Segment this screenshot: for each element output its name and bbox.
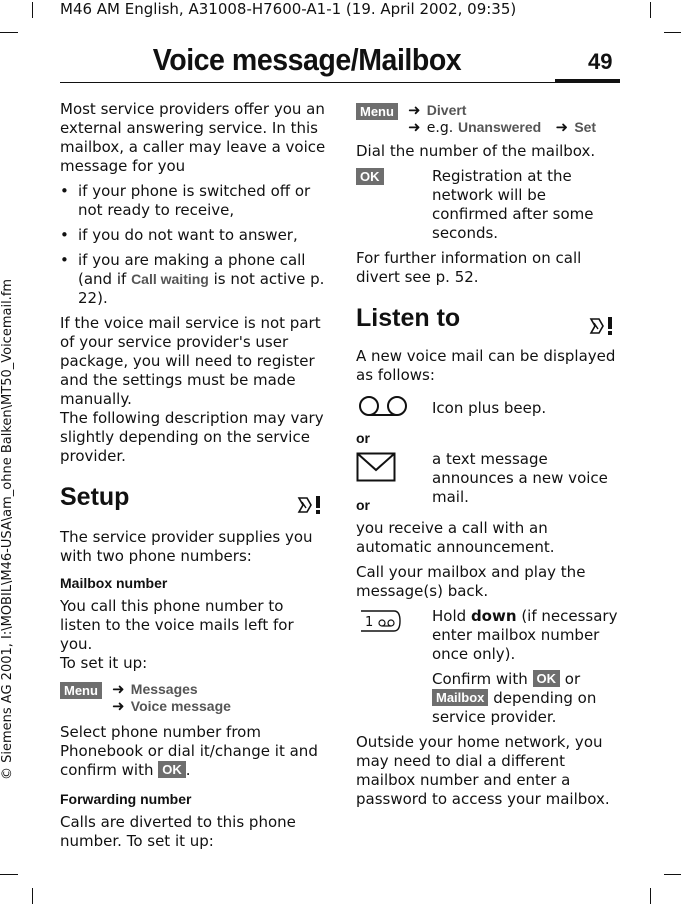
icon-beep-text: Icon plus beep. (432, 399, 547, 417)
confirm-post: depending on service provider. (432, 689, 597, 726)
crop-mark (664, 874, 681, 875)
call-waiting-command: Call waiting (131, 271, 209, 287)
select-text-body: Select phone number from Phonebook or dial it/change it and confirm with (60, 723, 318, 779)
path-unanswered: Unanswered (457, 119, 542, 135)
path-voice-message: Voice message (130, 698, 231, 714)
receive-call-text: you receive a call with an automatic announcement. (356, 519, 555, 556)
menu-softkey: Menu (60, 682, 102, 699)
bullet-text: if you are making a phone call (and if (78, 251, 306, 288)
menu-path (60, 681, 326, 717)
path-messages: Messages (130, 681, 198, 697)
path-divert: Divert (426, 102, 467, 118)
provider-dependent-icon (588, 315, 616, 337)
hold-text (432, 607, 622, 664)
menu-softkey: Menu (356, 103, 398, 120)
crop-mark (664, 32, 681, 33)
dial-text: Dial the number of the mailbox. (356, 142, 596, 160)
bullet-item: • if your phone is switched off or not ready to receive, (60, 182, 326, 220)
arrow-icon: ➜ (555, 118, 569, 136)
forwarding-number-text: Calls are diverted to this phone number. To set it up: (60, 813, 296, 850)
bullet-item: • if you do not want to answer, (60, 226, 326, 245)
crop-mark (650, 888, 651, 904)
call-mailbox-text: Call your mailbox and play the message(s) back. (356, 563, 586, 600)
crop-mark (0, 32, 18, 33)
forwarding-number-heading: Forwarding number (60, 791, 192, 807)
page-number: 49 (588, 49, 613, 74)
crop-mark (650, 2, 651, 18)
setup-heading-row (60, 483, 326, 518)
ok-softkey: OK (158, 761, 186, 778)
crop-mark (32, 888, 33, 904)
arrow-icon: ➜ (408, 101, 421, 119)
envelope-icon (356, 452, 396, 482)
intro-text: Most service providers offer you an external answering service. In this mailbox, a caller may leave a voice message for you (60, 100, 326, 175)
hold-row (356, 607, 622, 727)
arrow-icon: ➜ (112, 680, 125, 698)
mailbox-number-text: You call this phone number to listen to the voice mails left for you. (60, 597, 294, 653)
listen-intro: A new voice mail can be displayed as follows: (356, 347, 616, 384)
hold-pre: Hold (432, 607, 467, 625)
ok-softkey: OK (533, 670, 561, 687)
confirm-pre: Confirm with (432, 670, 528, 688)
arrow-icon: ➜ (112, 697, 125, 715)
text-message-text: a text message announces a new voice mail. (432, 450, 608, 506)
arrow-icon: ➜ (408, 118, 421, 136)
page-number-rule (555, 79, 620, 82)
listen-heading: Listen to (356, 304, 461, 332)
provider-dependent-icon (296, 494, 324, 516)
key-1-voicemail-icon (356, 608, 402, 634)
confirm-text (432, 670, 622, 727)
right-column (356, 100, 622, 809)
hold-bold: down (470, 607, 517, 625)
listen-heading-row (356, 304, 622, 339)
path-steps (408, 102, 596, 137)
mailbox-number-heading: Mailbox number (60, 575, 168, 591)
further-info-text: For further information on call divert see p. 52. (356, 249, 582, 286)
path-set: Set (574, 119, 597, 135)
setup-intro: The service provider supplies you with two phone numbers: (60, 528, 313, 565)
ok-row (356, 167, 622, 243)
paragraph: If the voice mail service is not part of your service provider's user package, you will need to register and the settings must be made manually. (60, 314, 321, 408)
setup-heading: Setup (60, 483, 130, 511)
or-text: or (356, 430, 370, 446)
icon-beep-row (356, 393, 622, 423)
hold-post: (if necessary enter mailbox number once only). (432, 607, 618, 663)
bullet-item (60, 251, 326, 308)
running-head: M46 AM English, A31008-H7600-A1-1 (19. April 2002, 09:35) (60, 0, 517, 18)
registration-text: Registration at the network will be confirmed after some seconds. (432, 167, 594, 242)
title-rule (60, 82, 620, 83)
svg-text:1: 1 (365, 615, 374, 630)
eg-text: e.g. (426, 120, 454, 136)
crop-mark (32, 2, 33, 18)
bullet-text: is not active p. 22). (78, 270, 325, 307)
or-text: or (356, 497, 370, 513)
page-title: Voice message/Mailbox (152, 42, 462, 77)
crop-mark (0, 874, 18, 875)
to-set-up: To set it up: (60, 654, 148, 672)
paragraph: The following description may vary slightly depending on the service provider. (60, 409, 324, 465)
outside-network-text: Outside your home network, you may need to dial a different mailbox number and enter a password to access your mailbox. (356, 733, 610, 808)
path-steps (112, 681, 231, 715)
ok-softkey: OK (356, 168, 384, 185)
voicemail-icon (356, 393, 410, 419)
confirm-or: or (564, 670, 581, 688)
side-note: © Siemens AG 2001, I:\MOBIL\M46-USA\am_ohne Balken\MT50_Voicemail.fm (0, 278, 15, 780)
select-text: Select phone number from Phonebook or dial it/change it and confirm with OK . (60, 723, 318, 779)
mailbox-softkey: Mailbox (432, 689, 488, 706)
left-column (60, 100, 326, 851)
divert-path (356, 100, 622, 136)
